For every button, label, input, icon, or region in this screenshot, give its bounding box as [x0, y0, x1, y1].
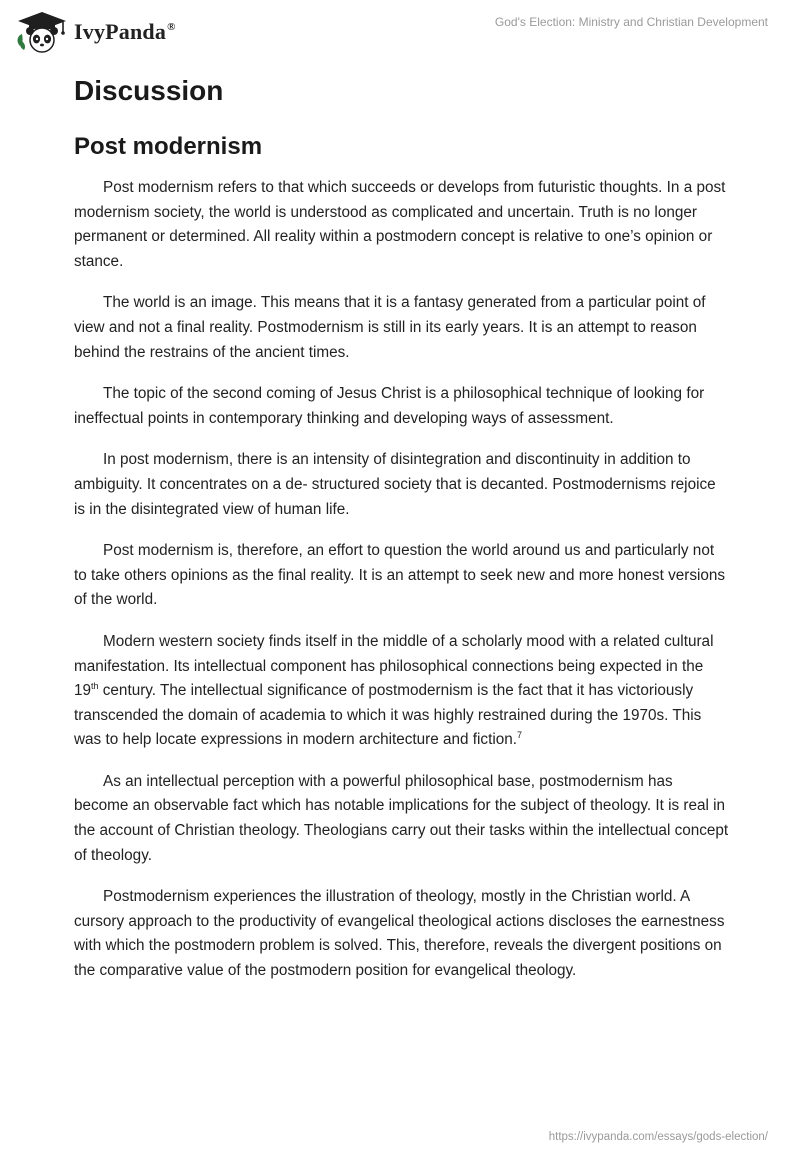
registered-mark: ® — [167, 21, 176, 33]
paragraph-list — [74, 176, 730, 984]
paragraph-6: Modern western society finds itself in the middle of a scholarly mood with a related cultural manifestation. Its intellectual component has philosophical connections being expected in the 19th century. The intellectual significance of postmodernism is the fact that it has victoriously transcended the domain of academia to which it was highly restrained during the 1970s. This was to help locate expressions in modern architecture and fiction.$^7$ — [74, 632, 714, 749]
paragraph-7: As an intellectual perception with a powerful philosophical base, postmodernism has become an observable fact which has notable implications for the subject of theology. It is real in the account of Christian theology. Theologians carry out their tasks within the intellectual concept of theology. — [74, 772, 729, 864]
document-title: God's Election: Ministry and Christian Development — [494, 15, 768, 29]
subsection-heading: Post modernism — [74, 133, 263, 160]
section-heading: Discussion — [74, 75, 224, 106]
article-body — [74, 74, 730, 1001]
footnote-reference[interactable]: 7 — [517, 730, 523, 741]
panda-graduate-logo-icon — [14, 10, 70, 54]
page-header — [0, 0, 800, 60]
paragraph-5: Post modernism is, therefore, an effort to question the world around us and particularly not to take others opinions as the final reality. It is an attempt to seek new and more honest versions of the world. — [74, 542, 726, 609]
paragraph-2: The world is an image. This means that it is a fantasy generated from a particular point of view and not a final reality. Postmodernism is still in its early years. It is an attempt to reason behind the restrains of the ancient times. — [74, 294, 706, 361]
paragraph-3: The topic of the second coming of Jesus Christ is a philosophical technique of looking for ineffectual points in contemporary thinking and developing ways of assessment. — [74, 385, 705, 427]
paragraph-1: Post modernism refers to that which succeeds or develops from futuristic thoughts. In a post modernism society, the world is understood as complicated and uncertain. Truth is no longer permanent or determined. All reality within a postmodern concept is relative to one’s opinion or stance. — [74, 179, 726, 270]
superscript-ordinal: th — [91, 681, 99, 691]
brand-logo[interactable] — [14, 8, 176, 56]
paragraph-4: In post modernism, there is an intensity of disintegration and discontinuity in addition to ambiguity. It concentrates on a de- structured society that is decanted. Postmodernisms rejoice is in the disintegrated view of human life. — [74, 451, 716, 518]
source-url[interactable]: https://ivypanda.com/essays/gods-election/ — [548, 1131, 768, 1143]
brand-name: IvyPanda® — [74, 19, 176, 44]
paragraph-8: Postmodernism experiences the illustration of theology, mostly in the Christian world. A cursory approach to the productivity of evangelical theological actions discloses the earnestness with which the postmodern problem is solved. This, therefore, reveals the divergent positions on the comparative value of the postmodern position for evangelical theology. — [74, 888, 725, 980]
